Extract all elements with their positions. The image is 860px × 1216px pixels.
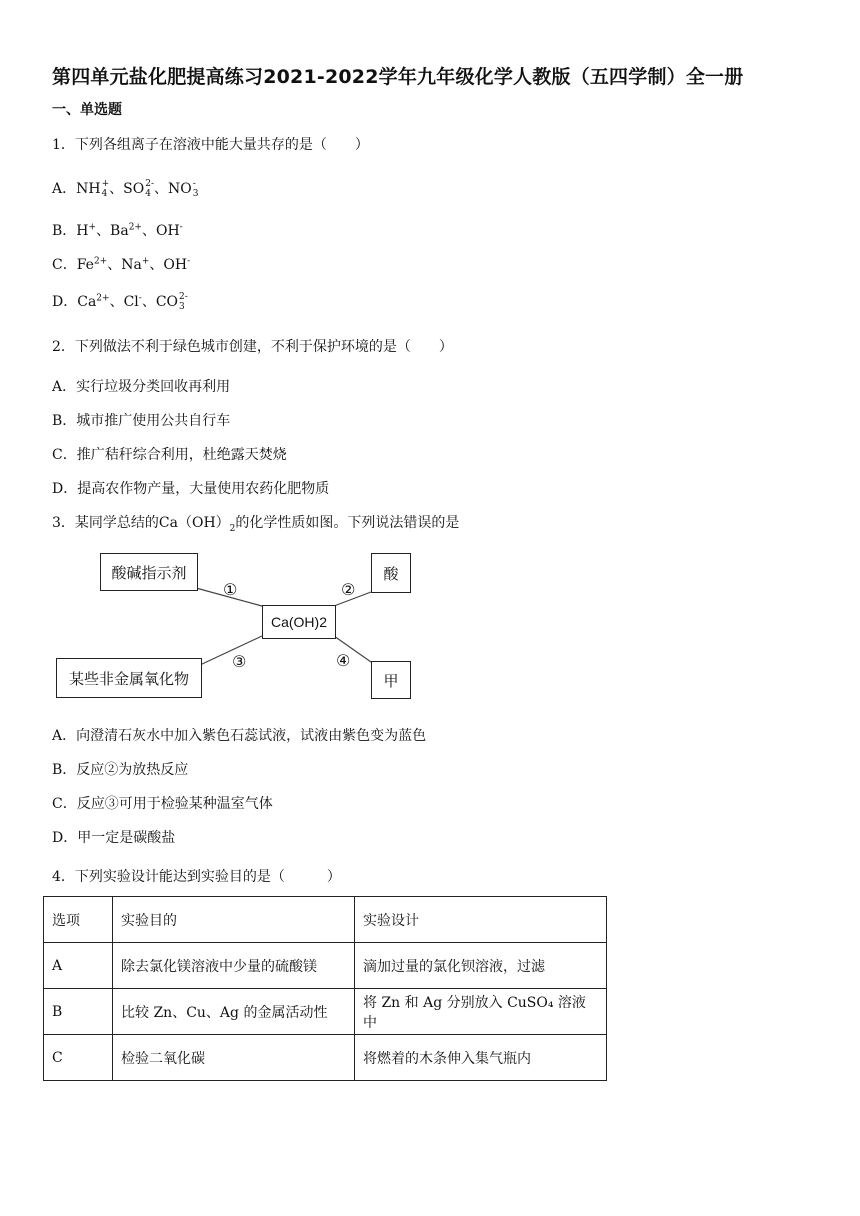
- q3-option-c: C．反应③可用于检验某种温室气体: [52, 796, 273, 812]
- q3-option-b: B．反应②为放热反应: [52, 762, 189, 778]
- table-header-cell: 选项: [44, 897, 113, 943]
- table-cell: A: [44, 943, 113, 989]
- q4-table: [43, 896, 607, 1081]
- q1-option-c-label: C．: [52, 257, 77, 273]
- q1-option-a-label: A．: [52, 181, 77, 197]
- section-heading: 一、单选题: [52, 102, 122, 118]
- table-cell: 比较 Zn、Cu、Ag 的金属活动性: [113, 989, 355, 1035]
- table-cell: 将燃着的木条伸入集气瓶内: [355, 1035, 607, 1081]
- table-row: [44, 943, 607, 989]
- table-cell: B: [44, 989, 113, 1035]
- q2-option-d: D．提高农作物产量，大量使用农药化肥物质: [52, 481, 330, 497]
- q3-stem-post: 的化学性质如图。下列说法错误的是: [235, 515, 460, 531]
- q2-stem: 2．下列做法不利于绿色城市创建，不利于保护环境的是（ ）: [52, 339, 453, 355]
- diagram-label-3: ③: [232, 652, 247, 671]
- q2-option-b: B．城市推广使用公共自行车: [52, 413, 231, 429]
- diagram-box-jia: 甲: [371, 661, 411, 699]
- q1-option-d: D．$Ca^{2+}$、Cl-、CO 2- 3: [52, 292, 188, 312]
- table-cell: 将 Zn 和 Ag 分别放入 CuSO₄ 溶液中: [355, 989, 607, 1035]
- diagram-box-acid: 酸: [371, 553, 411, 593]
- diagram-label-1: ①: [223, 580, 238, 599]
- q3-stem-pre: 3．某同学总结的Ca（OH）: [52, 515, 230, 531]
- q2-option-a: A．实行垃圾分类回收再利用: [52, 379, 231, 395]
- q1-option-b: B．H+、$Ba^{2+}$、OH-: [52, 222, 183, 239]
- diagram-box-indicator: 酸碱指示剂: [100, 553, 198, 591]
- table-header-cell: 实验目的: [113, 897, 355, 943]
- q1-option-c: C．$Fe^{2+}$、Na+、OH-: [52, 256, 191, 273]
- q1-stem: 1．下列各组离子在溶液中能大量共存的是（ ）: [52, 137, 369, 153]
- table-cell: 除去氯化镁溶液中少量的硫酸镁: [113, 943, 355, 989]
- document-title: 第四单元盐化肥提高练习2021-2022学年九年级化学人教版（五四学制）全一册: [52, 66, 744, 88]
- diagram-box-nonmetal-oxide: 某些非金属氧化物: [56, 658, 202, 698]
- q3-option-d: D．甲一定是碳酸盐: [52, 830, 176, 846]
- table-row: [44, 989, 607, 1035]
- table-cell: 滴加过量的氯化钡溶液，过滤: [355, 943, 607, 989]
- diagram-label-4: ④: [336, 651, 351, 670]
- q2-option-c: C．推广秸秆综合利用，杜绝露天焚烧: [52, 447, 287, 463]
- table-row: [44, 1035, 607, 1081]
- q3-stem-sub: 2: [229, 523, 236, 534]
- q1-option-d-label: D．: [52, 294, 78, 310]
- table-header-cell: 实验设计: [355, 897, 607, 943]
- table-cell: C: [44, 1035, 113, 1081]
- q3-option-a: A．向澄清石灰水中加入紫色石蕊试液，试液由紫色变为蓝色: [52, 728, 427, 744]
- q4-stem: 4．下列实验设计能达到实验目的是（ ）: [52, 869, 341, 885]
- q1-option-a: A．NH + 4 、SO 2- 4 、NO - 3: [52, 179, 199, 199]
- diagram-box-center: Ca(OH)2: [262, 605, 336, 639]
- table-header-row: [44, 897, 607, 943]
- table-cell: 检验二氧化碳: [113, 1035, 355, 1081]
- q1-option-b-label: B．: [52, 223, 77, 239]
- diagram-label-2: ②: [341, 580, 356, 599]
